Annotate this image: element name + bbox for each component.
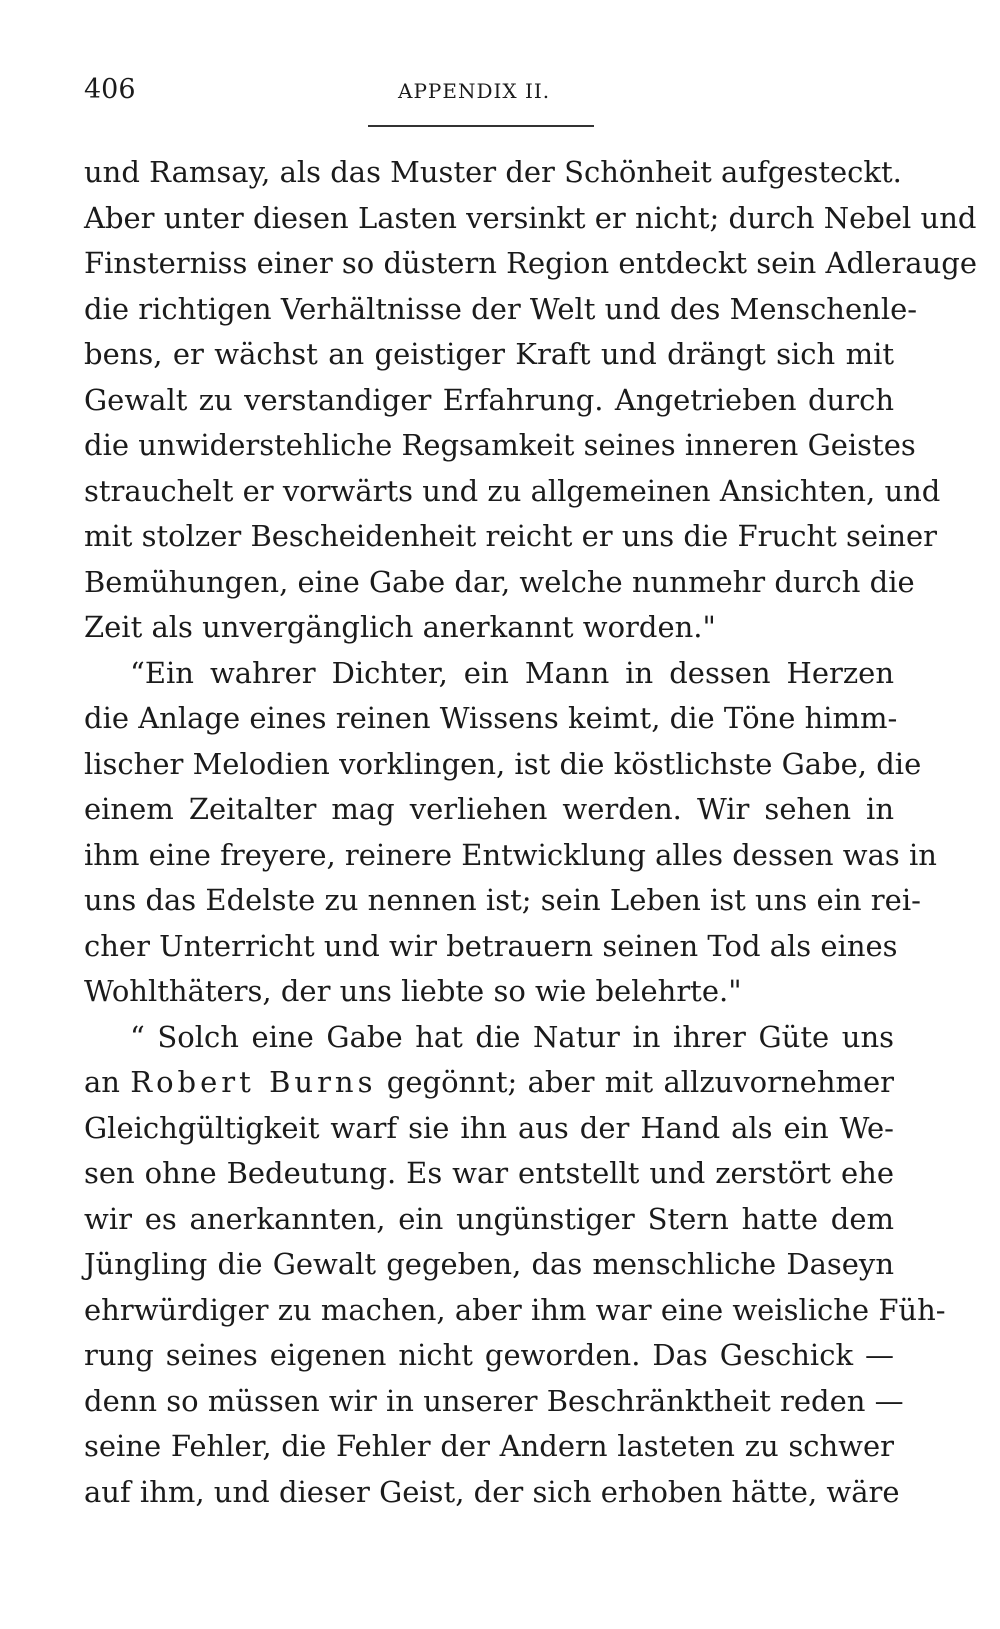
spaced-name: Robert Burns — [130, 1065, 377, 1099]
text-line: die richtigen Verhältnisse der Welt und des Menschenle- — [84, 291, 918, 326]
text-line: seine Fehler, die Fehler der Andern lasteten zu schwer — [84, 1429, 894, 1463]
header-rule — [368, 125, 594, 127]
text-line: wir es anerkannten, ein ungünstiger Stern hatte dem — [84, 1201, 894, 1236]
text-line: denn so müssen wir in unserer Beschränktheit reden — — [84, 1383, 904, 1418]
text-line: und Ramsay, als das Muster der Schönheit aufgesteckt. — [84, 155, 902, 189]
text-line: uns das Edelste zu nennen ist; sein Leben ist uns ein rei- — [84, 883, 921, 917]
text-line: bens, er wächst an geistiger Kraft und drängt sich mit — [84, 337, 894, 371]
text-line: auf ihm, und dieser Geist, der sich erhoben hätte, wäre — [84, 1474, 900, 1509]
body-text — [84, 150, 977, 1515]
text-line: ehrwürdiger zu machen, aber ihm war eine weisliche Füh- — [84, 1292, 946, 1327]
text-line: mit stolzer Bescheidenheit reicht er uns die Frucht seiner — [84, 519, 938, 553]
text-line: Aber unter diesen Lasten versinkt er nicht; durch Nebel und — [84, 200, 977, 235]
text-line: Bemühungen, eine Gabe dar, welche nunmehr durch die — [84, 564, 915, 599]
running-head: APPENDIX II. — [398, 79, 551, 103]
text-line: strauchelt er vorwärts und zu allgemeinen Ansichten, und — [84, 473, 941, 508]
text-line: Gleichgültigkeit warf sie ihn aus der Hand als ein We- — [84, 1110, 894, 1145]
line-remainder: gegönnt; aber mit allzuvornehmer — [386, 1065, 895, 1099]
text-line: Zeit als unvergänglich anerkannt worden." — [84, 610, 716, 644]
text-line: Finsterniss einer so düstern Region entdeckt sein Adlerauge — [84, 246, 977, 280]
text-line-with-name — [84, 1060, 894, 1106]
text-line: “Ein wahrer Dichter, ein Mann in dessen Herzen — [130, 655, 894, 690]
page-number: 406 — [84, 74, 136, 105]
line-prefix: an — [84, 1065, 131, 1099]
text-line: Gewalt zu verstandiger Erfahrung. Angetrieben durch — [84, 382, 894, 417]
text-line: “ Solch eine Gabe hat die Natur in ihrer Güte uns — [130, 1019, 894, 1054]
text-line: die Anlage eines reinen Wissens keimt, die Töne himm- — [84, 701, 898, 735]
text-line: die unwiderstehliche Regsamkeit seines inneren Geistes — [84, 428, 916, 462]
text-line: ihm eine freyere, reinere Entwicklung alles dessen was in — [84, 837, 937, 872]
text-line: Jüngling die Gewalt gegeben, das menschliche Daseyn — [84, 1247, 894, 1281]
text-line: rung seines eigenen nicht geworden. Das Geschick — — [84, 1338, 894, 1372]
text-line: einem Zeitalter mag verliehen werden. Wir sehen in — [84, 792, 894, 826]
text-line: lischer Melodien vorklingen, ist die köstlichste Gabe, die — [84, 746, 922, 781]
text-line: sen ohne Bedeutung. Es war entstellt und zerstört ehe — [84, 1156, 894, 1190]
text-line: Wohlthäters, der uns liebte so wie belehrte." — [84, 974, 742, 1008]
text-line: cher Unterricht und wir betrauern seinen Tod als eines — [84, 928, 898, 963]
